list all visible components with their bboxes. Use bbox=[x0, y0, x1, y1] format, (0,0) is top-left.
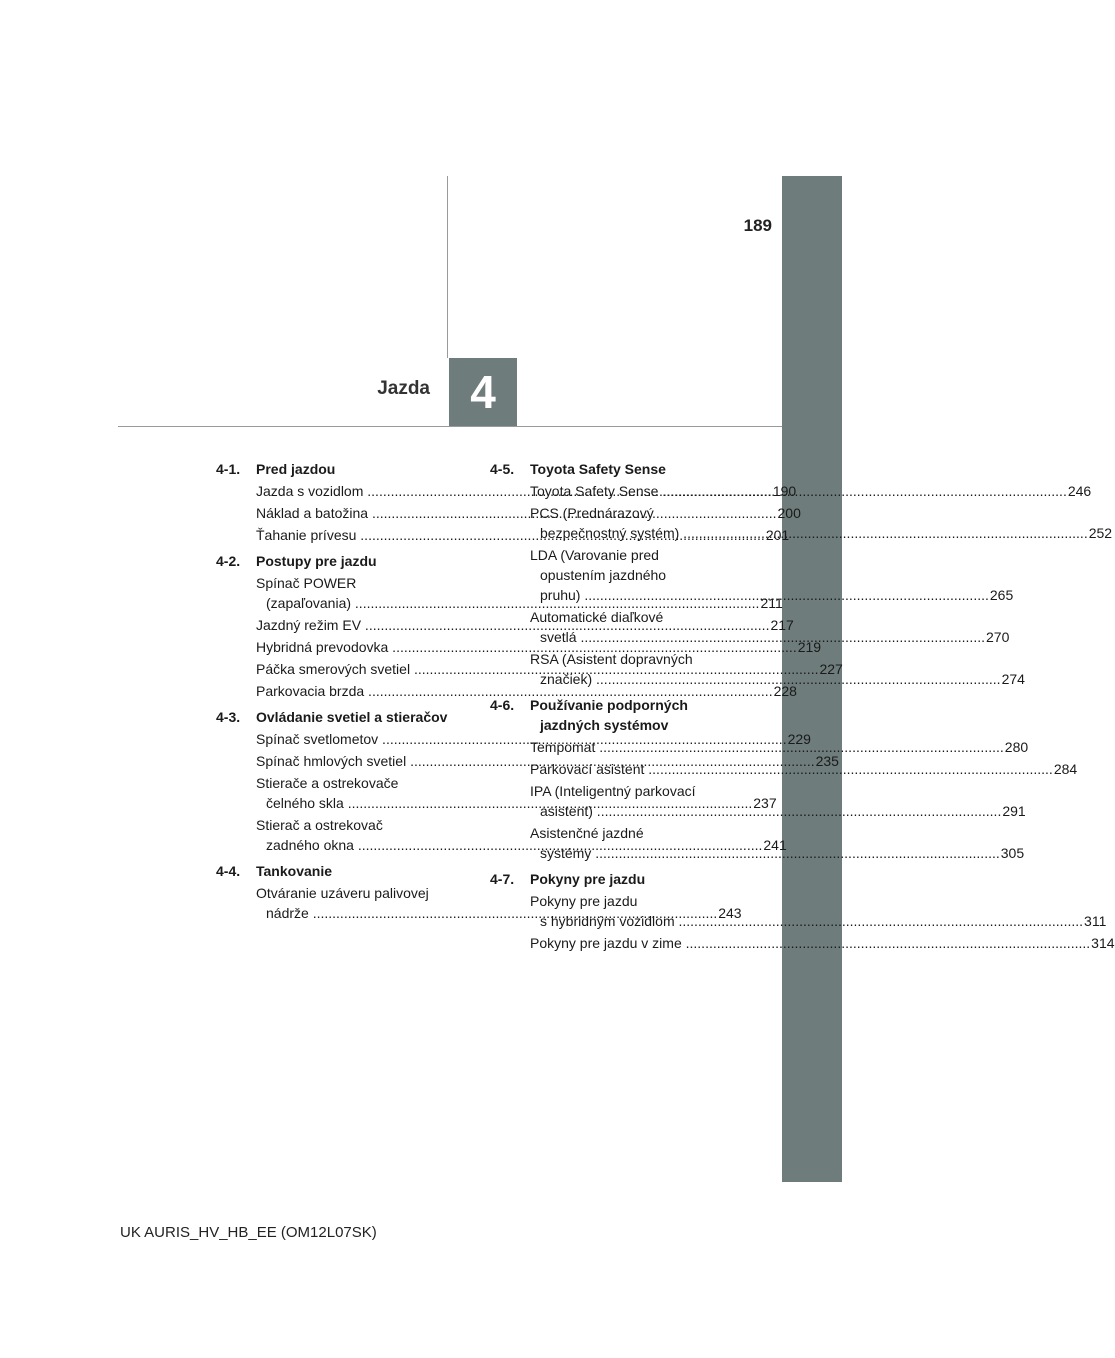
entry-page-number: 219 bbox=[797, 639, 822, 655]
section-title-line: Používanie podporných bbox=[530, 697, 688, 713]
entry-title-line: Automatické diaľkové bbox=[530, 609, 664, 625]
section-title-line: Tankovanie bbox=[256, 863, 332, 879]
entry-page-number: 284 bbox=[1053, 761, 1078, 777]
entry-page-number: 227 bbox=[819, 661, 843, 677]
entry-title: Hybridná prevodovka ..... bbox=[256, 637, 797, 657]
entry-title-line: bezpečnostný systém) ..... bbox=[530, 523, 1088, 543]
toc-section-heading[interactable] bbox=[216, 861, 466, 881]
entry-page-number: 274 bbox=[1001, 671, 1025, 687]
entry-page-number: 311 bbox=[1084, 913, 1107, 929]
entry-title: Spínač hmlových svetiel ..... bbox=[256, 751, 815, 771]
entry-title-line: nádrže ..... bbox=[256, 903, 717, 923]
toc-section-heading[interactable] bbox=[216, 707, 466, 727]
section-title-line: Postupy pre jazdu bbox=[256, 553, 377, 569]
entry-page-number: 252 bbox=[1088, 525, 1113, 541]
entry-title-line: Asistenčné jazdné bbox=[530, 825, 644, 841]
entry-page-number: 237 bbox=[753, 795, 777, 811]
section-number: 4-5. bbox=[490, 461, 515, 477]
entry-page-number: 270 bbox=[986, 629, 1010, 645]
entry-title-line: svetlá ..... bbox=[530, 627, 985, 647]
entry-title: Ťahanie prívesu ..... bbox=[256, 525, 765, 545]
section-title bbox=[530, 695, 688, 735]
entry-page-number: 211 bbox=[760, 595, 783, 611]
entry-page-number: 235 bbox=[815, 753, 839, 769]
toc-section-heading[interactable] bbox=[490, 459, 740, 479]
entry-title: Parkovacia brzda ..... bbox=[256, 681, 773, 701]
entry-page-number: 314 bbox=[1091, 935, 1115, 951]
entry-page-number: 229 bbox=[787, 731, 811, 747]
entry-page-number: 305 bbox=[1000, 845, 1025, 861]
toc-section-heading[interactable] bbox=[216, 459, 466, 479]
section-title bbox=[256, 861, 332, 881]
entry-title-line: (zapaľovania) ..... bbox=[256, 593, 759, 613]
entry-title: Páčka smerových svetiel ..... bbox=[256, 659, 818, 679]
entry-title bbox=[530, 823, 1000, 863]
entry-title-line: s hybridným vozidlom ..... bbox=[530, 911, 1083, 931]
section-title bbox=[256, 707, 447, 727]
section-title-line: Pred jazdou bbox=[256, 461, 336, 477]
chapter-number-box: 4 bbox=[449, 358, 517, 426]
entry-page-number: 246 bbox=[1067, 483, 1092, 499]
entry-title-line: systémy ..... bbox=[530, 843, 1000, 863]
entry-title: Spínač svetlometov ..... bbox=[256, 729, 787, 749]
entry-title-line: Stierače a ostrekovače bbox=[256, 775, 399, 791]
toc-section-heading[interactable] bbox=[490, 695, 740, 735]
entry-page-number: 291 bbox=[1002, 803, 1026, 819]
section-title bbox=[256, 459, 335, 479]
toc-entry[interactable] bbox=[530, 891, 1107, 931]
section-title bbox=[530, 459, 666, 479]
entry-title-line: RSA (Asistent dopravných bbox=[530, 651, 693, 667]
entry-title: Pokyny pre jazdu v zime ..... bbox=[530, 933, 1090, 953]
entry-title bbox=[530, 781, 1001, 821]
entry-page-number: 243 bbox=[718, 905, 742, 921]
entry-title bbox=[530, 891, 1083, 931]
entry-title: Náklad a batožina ..... bbox=[256, 503, 777, 523]
section-number: 4-1. bbox=[216, 461, 241, 477]
entry-title-line: IPA (Inteligentný parkovací bbox=[530, 783, 696, 799]
entry-title bbox=[530, 503, 1088, 543]
entry-title-line: LDA (Varovanie pred bbox=[530, 547, 659, 563]
entry-title-line: Pokyny pre jazdu bbox=[530, 893, 638, 909]
toc-entry[interactable] bbox=[256, 681, 797, 701]
entry-page-number: 217 bbox=[770, 617, 794, 633]
entry-page-number: 228 bbox=[773, 683, 797, 699]
toc-entry[interactable] bbox=[530, 933, 1115, 953]
entry-page-number: 280 bbox=[1004, 739, 1029, 755]
toc-section-heading[interactable] bbox=[490, 869, 740, 889]
entry-title-line: PCS (Prednárazový bbox=[530, 505, 654, 521]
section-number: 4-2. bbox=[216, 553, 241, 569]
entry-title: Tempomat ..... bbox=[530, 737, 1004, 757]
section-number: 4-6. bbox=[490, 697, 515, 713]
entry-title bbox=[530, 607, 985, 647]
document-code-footer: UK AURIS_HV_HB_EE (OM12L07SK) bbox=[120, 1224, 377, 1241]
entry-title bbox=[530, 649, 1001, 689]
entry-title-line: zadného okna ..... bbox=[256, 835, 762, 855]
section-title-line: Ovládanie svetiel a stieračov bbox=[256, 709, 448, 725]
section-number: 4-7. bbox=[490, 871, 515, 887]
section-number: 4-3. bbox=[216, 709, 241, 725]
horizontal-divider bbox=[118, 426, 782, 427]
entry-title: Toyota Safety Sense ..... bbox=[530, 481, 1067, 501]
page-number: 189 bbox=[743, 216, 772, 235]
section-title-line: Toyota Safety Sense bbox=[530, 461, 666, 477]
entry-title: Jazda s vozidlom ..... bbox=[256, 481, 772, 501]
entry-title-line: Otváranie uzáveru palivovej bbox=[256, 885, 429, 901]
entry-title-line: Spínač POWER bbox=[256, 575, 357, 591]
entry-title-line: pruhu) ..... bbox=[530, 585, 989, 605]
entry-page-number: 241 bbox=[763, 837, 787, 853]
toc-section-heading[interactable] bbox=[216, 551, 466, 571]
section-number: 4-4. bbox=[216, 863, 241, 879]
entry-page-number: 200 bbox=[777, 505, 801, 521]
section-title bbox=[530, 869, 645, 889]
section-title-line: Pokyny pre jazdu bbox=[530, 871, 646, 887]
entry-page-number: 265 bbox=[989, 587, 1014, 603]
entry-page-number: 201 bbox=[765, 527, 790, 543]
section-title bbox=[256, 551, 377, 571]
entry-title-line: značiek) ..... bbox=[530, 669, 1001, 689]
entry-title-line: asistent) ..... bbox=[530, 801, 1001, 821]
entry-title-line: opustením jazdného bbox=[540, 567, 667, 583]
entry-page-number: 190 bbox=[772, 483, 797, 499]
entry-title-line: Stierač a ostrekovač bbox=[256, 817, 383, 833]
chapter-title: Jazda bbox=[377, 378, 430, 399]
vertical-divider bbox=[447, 176, 448, 358]
entry-title: Parkovací asistent ..... bbox=[530, 759, 1053, 779]
entry-title-line: čelného skla ..... bbox=[256, 793, 752, 813]
entry-title: Jazdný režim EV ..... bbox=[256, 615, 769, 635]
entry-title bbox=[530, 545, 989, 605]
section-title-line: jazdných systémov bbox=[540, 717, 669, 733]
